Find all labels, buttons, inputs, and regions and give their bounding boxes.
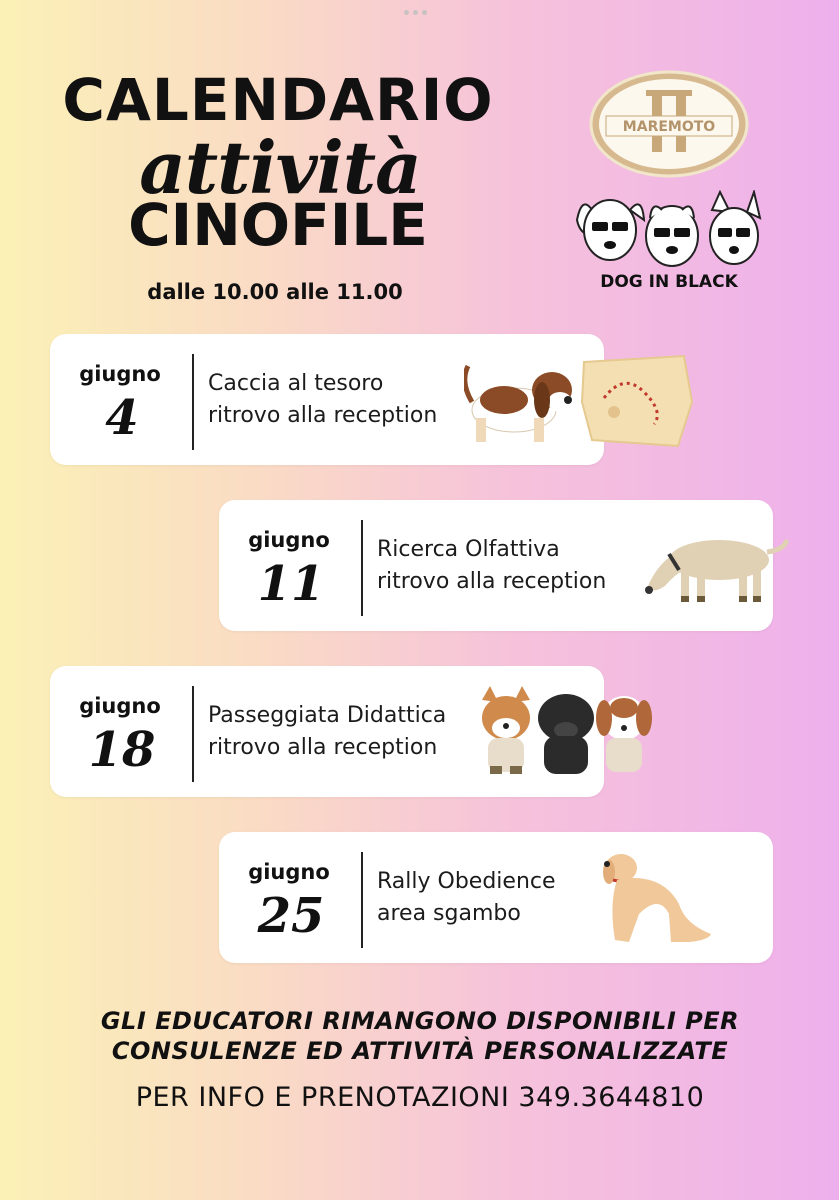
dog-in-black-logo	[572, 190, 764, 272]
event-hours: dalle 10.00 alle 11.00	[147, 280, 403, 304]
event-details	[208, 700, 446, 764]
divider	[361, 520, 363, 616]
event-details	[377, 866, 556, 930]
sitting-golden-dog-illustration	[599, 844, 719, 954]
event-location: ritrovo alla reception	[377, 569, 607, 594]
event-activity: Caccia al tesoro	[208, 371, 384, 396]
event-activity: Rally Obedience	[377, 869, 556, 894]
event-details	[208, 368, 437, 432]
event-card-2	[219, 500, 773, 631]
event-month: giugno	[248, 528, 330, 552]
beagle-with-treasure-map-illustration	[464, 352, 704, 452]
event-day: 25	[257, 888, 325, 944]
event-activity: Ricerca Olfattiva	[377, 537, 560, 562]
title-calendario: CALENDARIO	[62, 66, 494, 134]
event-day: 11	[257, 556, 325, 612]
event-location: area sgambo	[377, 901, 521, 926]
event-card-1	[50, 334, 604, 465]
page-dots-indicator	[404, 10, 427, 15]
event-details	[377, 534, 606, 598]
event-day: 4	[105, 390, 139, 446]
event-location: ritrovo alla reception	[208, 735, 438, 760]
footer-notice	[60, 1006, 780, 1066]
event-month: giugno	[79, 694, 161, 718]
divider	[192, 354, 194, 450]
divider	[192, 686, 194, 782]
event-card-3	[50, 666, 604, 797]
event-month: giugno	[248, 860, 330, 884]
dog-in-black-text: DOG IN BLACK	[600, 272, 738, 292]
three-puppies-illustration	[476, 686, 656, 778]
event-activity: Passeggiata Didattica	[208, 703, 447, 728]
footer-notice-line1: GLI EDUCATORI RIMANGONO DISPONIBILI PER	[100, 1007, 740, 1035]
footer-notice-line2: CONSULENZE ED ATTIVITÀ PERSONALIZZATE	[111, 1037, 729, 1065]
maremoto-logo-text: MAREMOTO	[622, 119, 716, 135]
sniffing-dog-illustration	[639, 530, 789, 610]
title-attivita: attività	[139, 125, 421, 210]
event-day: 18	[88, 722, 156, 778]
divider	[361, 852, 363, 948]
event-month: giugno	[79, 362, 161, 386]
maremoto-logo	[588, 68, 750, 180]
event-card-4	[219, 832, 773, 963]
title-cinofile: CINOFILE	[128, 191, 428, 259]
event-location: ritrovo alla reception	[208, 403, 438, 428]
footer-info-phone: PER INFO E PRENOTAZIONI 349.3644810	[135, 1082, 705, 1113]
